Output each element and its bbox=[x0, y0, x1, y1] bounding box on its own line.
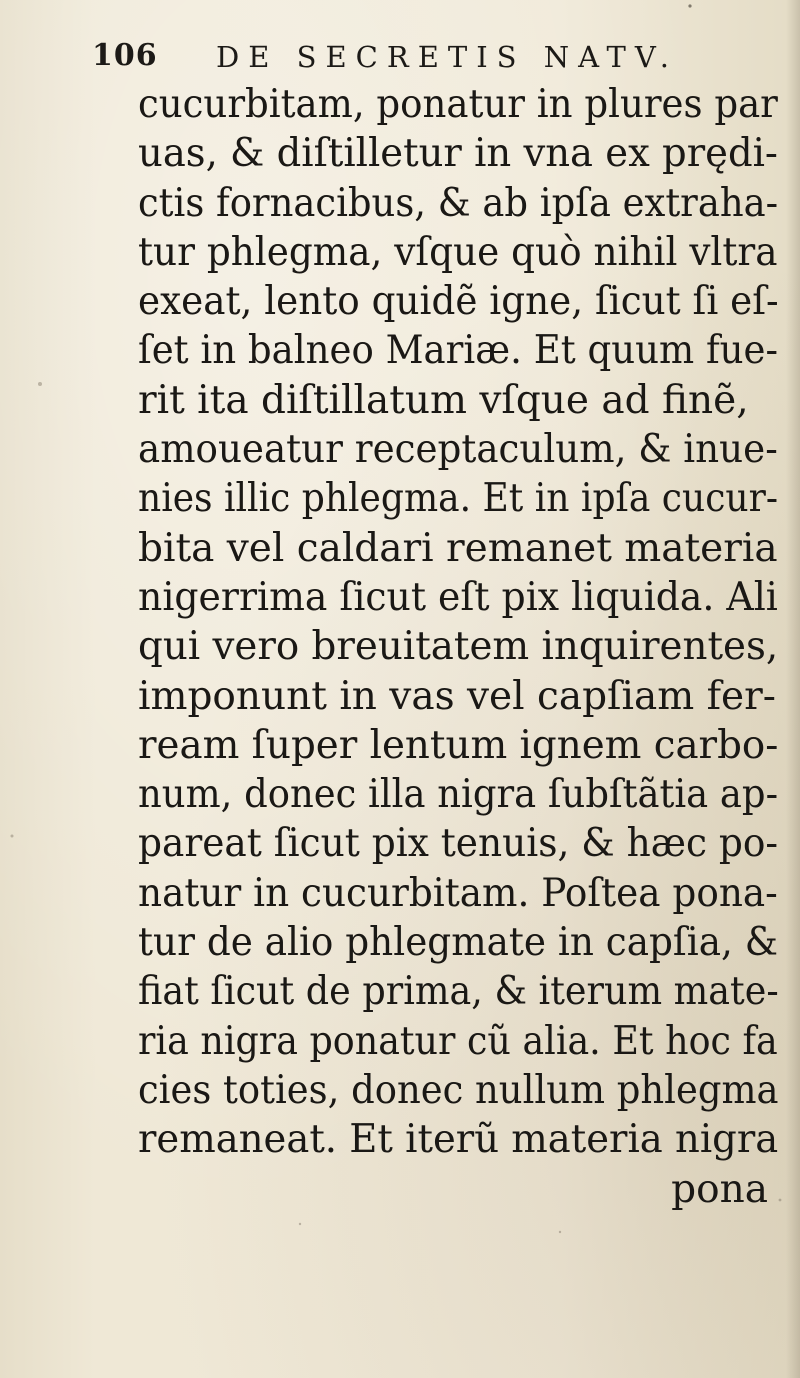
text-line: qui vero breuitatem inquirentes, bbox=[138, 624, 779, 670]
text-line: ria nigra ponatur cũ alia. Et hoc fa bbox=[138, 1018, 778, 1064]
text-line: cies toties, donec nullum phlegma bbox=[138, 1067, 779, 1113]
page-number: 106 bbox=[92, 38, 158, 73]
text-line: rit ita diſtillatum vſque ad finẽ, bbox=[138, 377, 749, 423]
text-line: ream ſuper lentum ignem carbo- bbox=[138, 722, 779, 768]
catchword: pona bbox=[671, 1166, 768, 1212]
running-head bbox=[92, 28, 732, 80]
text-line: pareat ſicut pix tenuis, & hæc po- bbox=[138, 821, 779, 867]
text-line: remaneat. Et iterũ materia nigra bbox=[138, 1117, 779, 1163]
text-line: tur de alio phlegmate in capſia, & bbox=[138, 920, 778, 966]
text-line: natur in cucurbitam. Poſtea pona- bbox=[138, 870, 778, 916]
text-line: cucurbitam, ponatur in plures par bbox=[138, 82, 778, 127]
main-text-block bbox=[138, 80, 778, 1214]
text-line: ctis fornacibus, & ab ipſa extraha- bbox=[138, 180, 779, 226]
running-title: DE SECRETIS NATV. bbox=[216, 40, 678, 74]
text-line: amoueatur receptaculum, & inue- bbox=[138, 427, 778, 473]
text-line: fiat ſicut de prima, & iterum mate- bbox=[138, 969, 779, 1015]
text-line: nigerrima ſicut eſt pix liquida. Ali bbox=[138, 574, 778, 620]
text-line: uas, & diſtilletur in vna ex prędi- bbox=[138, 131, 778, 177]
text-line: ſet in balneo Mariæ. Et quum fue- bbox=[138, 328, 779, 374]
page-edge-shadow bbox=[786, 0, 800, 1378]
text-line: bita vel caldari remanet materia bbox=[138, 525, 778, 571]
text-line: num, donec illa nigra ſubſtãtia ap- bbox=[138, 772, 779, 818]
text-line: imponunt in vas vel capſiam fer- bbox=[138, 673, 776, 719]
text-line: nies illic phlegma. Et in ipſa cucur- bbox=[138, 476, 778, 522]
text-line: exeat, lento quidẽ igne, ſicut ſi eſ- bbox=[138, 279, 779, 325]
text-line: tur phlegma, vſque quò nihil vltra bbox=[138, 229, 778, 275]
